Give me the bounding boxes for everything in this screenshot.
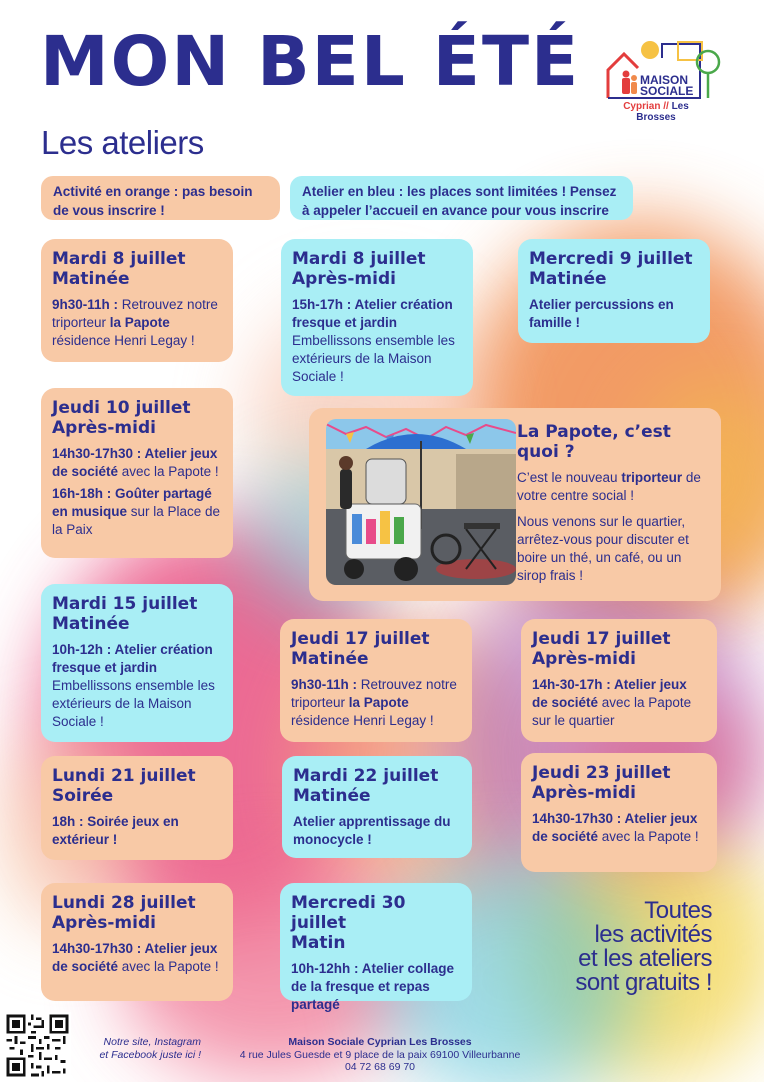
event-date: Jeudi 10 juillet Après-midi	[52, 398, 191, 438]
event-desc: 9h30-11h : Retrouvez notre triporteur la Papote résidence Henri Legay !	[291, 677, 457, 728]
legend-orange-text: Activité en orange : pas besoin de vous inscrire !	[53, 184, 253, 218]
event-desc: 14h-30-17h : Atelier jeux de société avec la Papote sur le quartier	[532, 677, 692, 728]
event-card	[521, 619, 717, 742]
event-desc: 14h30-17h30 : Atelier jeux de société avec la Papote !	[532, 811, 699, 844]
event-date: Mardi 15 juillet Matinée	[52, 594, 198, 634]
qr-code-icon	[4, 1012, 71, 1079]
event-card	[41, 883, 233, 1001]
event-card	[282, 756, 472, 858]
event-date: Lundi 28 juillet Après-midi	[52, 893, 196, 933]
event-card	[280, 883, 472, 1012]
event-desc: Atelier percussions en famille !	[529, 297, 674, 330]
free-note-line: sont gratuits !	[575, 969, 712, 996]
footer-contact	[205, 1036, 555, 1074]
event-desc: 15h-17h : Atelier création fresque et jardin Embellissons ensemble les extérieurs de la Maison Sociale !	[292, 297, 455, 384]
logo-sub-part2: Les Brosses	[636, 101, 689, 123]
event-card	[41, 756, 233, 860]
event-card	[521, 753, 717, 872]
page-title: MON BEL ÉTÉ	[40, 22, 581, 102]
event-date: Mardi 8 juillet Matinée	[52, 249, 186, 289]
event-date: Lundi 21 juillet Soirée	[52, 766, 196, 806]
papote-desc: C’est le nouveau triporteur de votre centre social !	[517, 470, 701, 503]
event-desc: 16h-18h : Goûter partagé en musique sur la Place de la Paix	[52, 486, 221, 537]
footer-address: 4 rue Jules Guesde et 9 place de la paix 69100 Villeurbanne	[239, 1048, 521, 1061]
social-note	[81, 1036, 201, 1062]
event-date: Jeudi 17 juillet Matinée	[291, 629, 430, 669]
event-desc: Atelier apprentissage du monocycle !	[293, 814, 451, 847]
papote-title: La Papote, c’est quoi ?	[517, 422, 671, 462]
social-note-line1: Notre site, Instagram	[103, 1036, 201, 1048]
event-card	[281, 239, 473, 396]
triporteur-photo	[326, 419, 516, 585]
event-card	[41, 239, 233, 362]
footer-org: Maison Sociale Cyprian Les Brosses	[288, 1036, 472, 1048]
triporteur-photo-icon	[326, 419, 516, 585]
event-desc: 14h30-17h30 : Atelier jeux de société avec la Papote !	[52, 446, 219, 479]
event-date: Mercredi 9 juillet Matinée	[529, 249, 693, 289]
free-note-line: et les ateliers	[578, 945, 712, 972]
event-desc: 14h30-17h30 : Atelier jeux de société avec la Papote !	[52, 941, 219, 974]
social-note-line2: et Facebook juste ici !	[99, 1049, 201, 1061]
event-desc: 10h-12h : Atelier création fresque et jardin Embellissons ensemble les extérieurs de la Maison Sociale !	[52, 642, 215, 729]
event-card	[41, 584, 233, 742]
free-note-line: les activités	[594, 921, 712, 948]
event-card	[41, 388, 233, 558]
footer-phone[interactable]: 04 72 68 69 70	[344, 1061, 416, 1073]
legend-blue-text: Atelier en bleu : les places sont limitées ! Pensez à appeler l’accueil en avance pour vous inscrire	[302, 184, 617, 218]
event-date: Mardi 8 juillet Après-midi	[292, 249, 426, 289]
event-card	[280, 619, 472, 742]
free-note-line: Toutes	[644, 897, 712, 924]
logo-name-line2: SOCIALE	[640, 84, 694, 98]
free-activities-note	[575, 899, 712, 995]
qr-code[interactable]	[4, 1012, 71, 1079]
logo-name	[640, 75, 693, 97]
papote-desc: Nous venons sur le quartier, arrêtez-vous pour discuter et boire un thé, un café, ou un sirop frais !	[517, 514, 689, 583]
event-desc: 10h-12hh : Atelier collage de la fresque et repas partagé	[291, 961, 455, 1012]
event-date: Jeudi 23 juillet Après-midi	[532, 763, 671, 803]
event-date: Jeudi 17 juillet Après-midi	[532, 629, 671, 669]
logo-subtitle	[604, 101, 708, 123]
page-subtitle: Les ateliers	[41, 124, 204, 161]
legend-blue	[290, 176, 633, 220]
event-card	[518, 239, 710, 343]
legend-orange	[41, 176, 280, 220]
logo-sub-part1: Cyprian //	[623, 101, 669, 112]
event-desc: 18h : Soirée jeux en extérieur !	[52, 814, 179, 847]
maison-sociale-logo	[604, 40, 724, 123]
event-desc: 9h30-11h : Retrouvez notre triporteur la Papote résidence Henri Legay !	[52, 297, 218, 348]
event-date: Mardi 22 juillet Matinée	[293, 766, 439, 806]
logo-name-line1: MAISON	[640, 73, 688, 87]
event-date: Mercredi 30 juillet Matin	[291, 893, 406, 953]
